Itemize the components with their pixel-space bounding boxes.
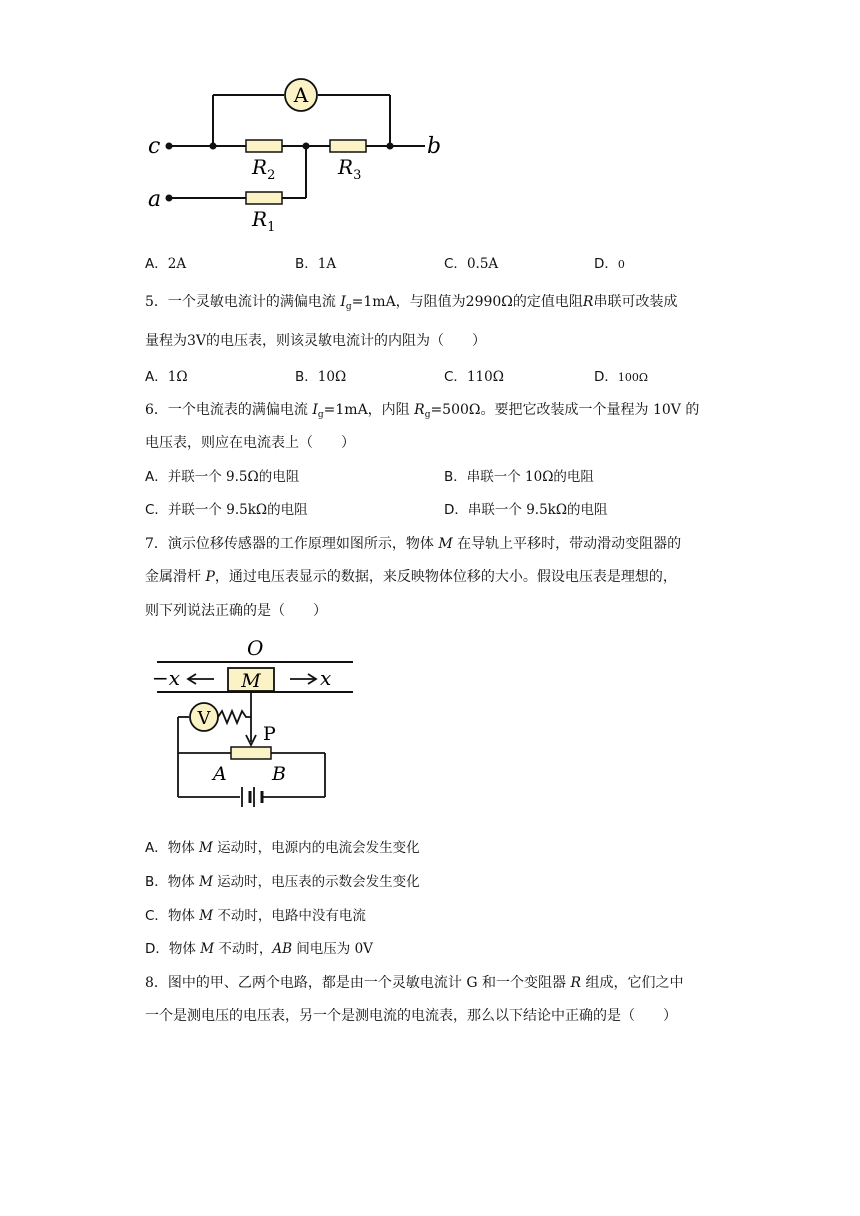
q8-stem-line2: 一个是测电压的电压表，另一个是测电流的电流表，那么以下结论中正确的是（ ） [145, 1008, 677, 1024]
q7-option-b[interactable]: B．物体 M 运动时，电压表的示数会发生变化 [145, 874, 420, 890]
terminal-b-label: b [427, 134, 442, 159]
q7-stem-line1: 7．演示位移传感器的工作原理如图所示，物体 M 在导轨上平移时，带动滑动变阻器的 [145, 536, 682, 552]
q7-option-d[interactable]: D．物体 M 不动时，AB 间电压为 0V [145, 941, 373, 957]
q5-option-a[interactable]: A．1Ω [145, 369, 188, 385]
rheostat-b-label: B [272, 763, 286, 785]
q6-stem-line2: 电压表，则应在电流表上（ ） [145, 435, 355, 451]
slider-p-label: P [263, 723, 276, 745]
neg-x-label: −x [152, 666, 181, 690]
ammeter-label: A [293, 83, 309, 107]
q7-option-a[interactable]: A．物体 M 运动时，电源内的电流会发生变化 [145, 840, 420, 856]
q7-option-c[interactable]: C．物体 M 不动时，电路中没有电流 [145, 908, 366, 924]
rheostat-ab [231, 747, 271, 759]
resistor-r2-label: $R_2$ [252, 155, 276, 183]
q8-stem-line1: 8．图中的甲、乙两个电路，都是由一个灵敏电流计 G 和一个变阻器 R 组成，它们之中 [145, 975, 684, 991]
q4-option-b[interactable]: B．1A [295, 256, 337, 272]
q7-stem-line2: 金属滑杆 P，通过电压表显示的数据，来反映物体位移的大小。假设电压表是理想的， [145, 569, 677, 585]
q7-stem-line3: 则下列说法正确的是（ ） [145, 603, 327, 619]
pos-x-label: x [320, 666, 332, 690]
resistor-r1-label: $R_1$ [252, 207, 276, 235]
resistor-r3-label: $R_3$ [338, 155, 362, 183]
q5-option-c[interactable]: C．110Ω [444, 369, 504, 385]
q5-option-b[interactable]: B．10Ω [295, 369, 347, 385]
object-m-label: M [241, 670, 261, 692]
q5-stem-line2: 量程为3V的电压表，则该灵敏电流计的内阻为（ ） [145, 333, 487, 349]
q6-option-a[interactable]: A．并联一个 9.5Ω的电阻 [145, 469, 300, 485]
terminal-c-label: c [148, 134, 161, 159]
q6-option-b[interactable]: B．串联一个 10Ω的电阻 [444, 469, 594, 485]
origin-label: O [247, 636, 264, 660]
q6-option-d[interactable]: D．串联一个 9.5kΩ的电阻 [444, 502, 608, 518]
q5-stem-line1: 5．一个灵敏电流计的满偏电流 $I_g=1mA$，与阻值为2990Ω的定值电阻R串联可改装成 [145, 294, 678, 312]
q6-stem-line1: 6．一个电流表的满偏电流 $I_g=1mA$，内阻 $R_g=500\Omega$。要把它改装成一个量程为 10V 的 [145, 402, 700, 420]
voltmeter-label: V [197, 708, 211, 729]
terminal-a-label: a [148, 187, 162, 212]
q4-option-a[interactable]: A．2A [145, 256, 187, 272]
q4-option-c[interactable]: C．0.5A [444, 256, 499, 272]
q5-option-d[interactable]: D．100Ω [594, 369, 649, 385]
rheostat-a-label: A [213, 763, 227, 785]
q6-option-c[interactable]: C．并联一个 9.5kΩ的电阻 [145, 502, 308, 518]
q4-option-d[interactable]: D．0 [594, 256, 625, 272]
